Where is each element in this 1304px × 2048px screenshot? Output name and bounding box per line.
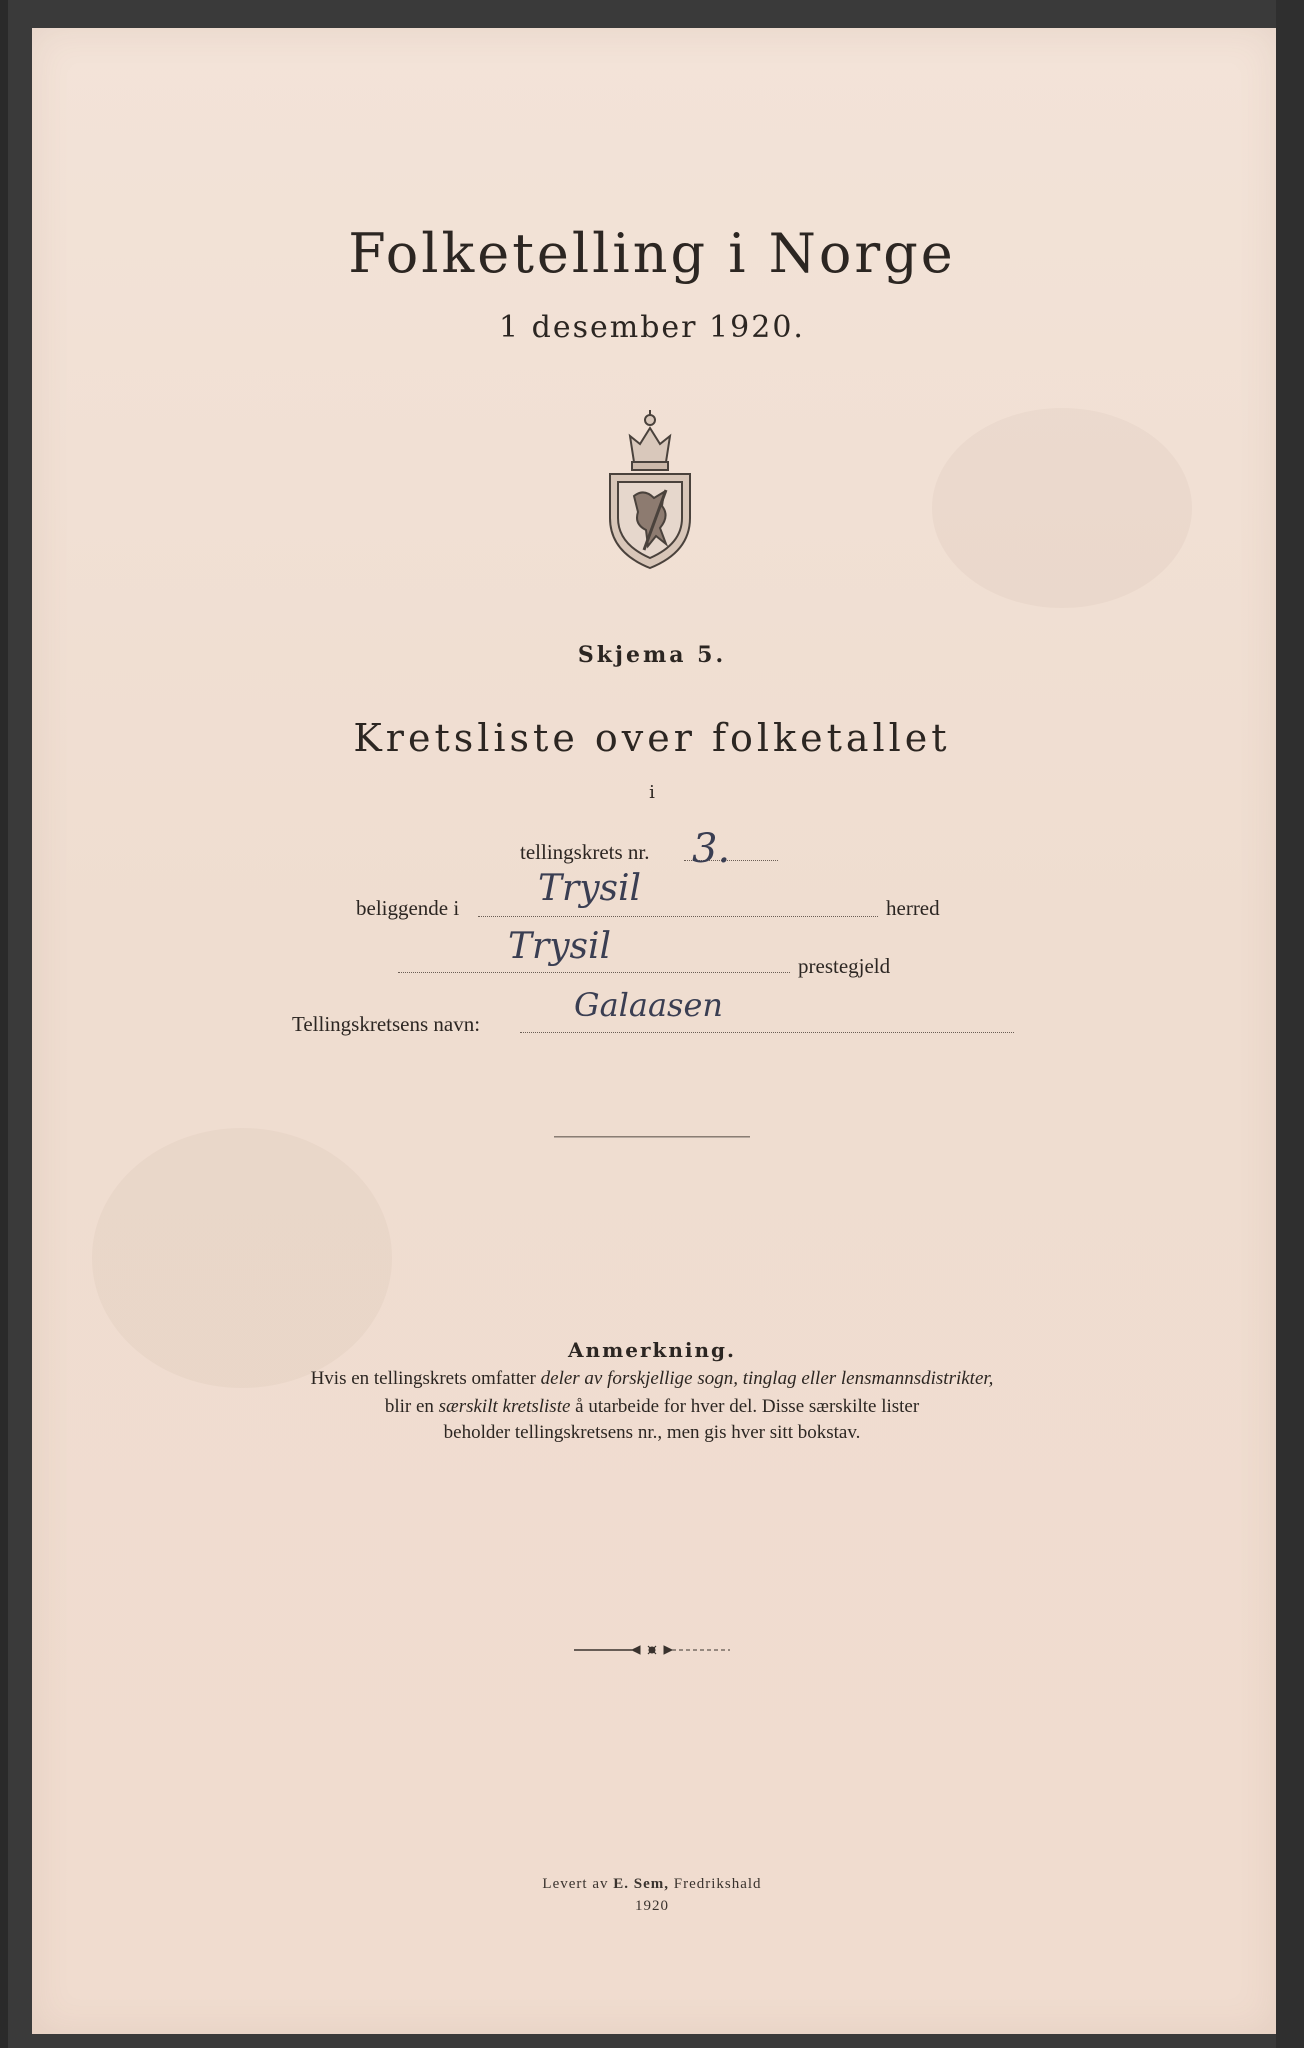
form-title: Folketelling i Norge (348, 222, 956, 285)
note-text: Hvis en tellingskrets omfatter (310, 1368, 541, 1389)
note-title: Anmerkning. (568, 1338, 736, 1362)
page-right-edge (1276, 0, 1304, 2048)
navn-label: Tellingskretsens navn: (292, 1012, 481, 1036)
binding-edge (0, 0, 8, 2048)
beliggende-value: Trysil (538, 868, 642, 909)
printer-name: E. Sem, (613, 1876, 669, 1892)
paper-stain (932, 408, 1192, 608)
navn-line (520, 1032, 1014, 1033)
list-heading: Kretsliste over folketallet (353, 716, 951, 760)
note-line-1 (0, 1368, 1304, 1390)
note-text: blir en (384, 1396, 439, 1417)
printer-prefix: Levert av (542, 1876, 614, 1892)
printer-year: 1920 (635, 1898, 669, 1914)
printer-credit (0, 1876, 1304, 1893)
navn-value: Galaasen (574, 986, 723, 1024)
krets-label: tellingskrets nr. (520, 840, 650, 864)
note-text: å utarbeide for hver del. Disse særskilte lister (570, 1396, 920, 1417)
section-divider (554, 1136, 750, 1138)
herred-label: herred (886, 896, 940, 920)
printer-place: Fredrikshald (668, 1876, 762, 1892)
prestegjeld-label: prestegjeld (798, 954, 891, 978)
beliggende-line (478, 916, 878, 917)
prestegjeld-value: Trysil (508, 926, 612, 967)
beliggende-label: beliggende i (356, 896, 460, 920)
schema-number: Skjema 5. (577, 642, 727, 668)
note-line-3: beholder tellingskretsens nr., men gis hver sitt bokstav. (443, 1422, 861, 1443)
note-emphasis: deler av forskjellige sogn, tinglag eller lensmannsdistrikter, (540, 1368, 994, 1389)
prestegjeld-line (398, 972, 790, 973)
connector-word: i (649, 782, 655, 803)
coat-of-arms-icon (604, 406, 696, 570)
note-emphasis: særskilt kretsliste (438, 1396, 571, 1417)
form-date: 1 desember 1920. (499, 310, 805, 345)
krets-value: 3. (692, 826, 731, 872)
ornament-rule-icon (574, 1643, 730, 1657)
note-line-2 (0, 1396, 1304, 1418)
